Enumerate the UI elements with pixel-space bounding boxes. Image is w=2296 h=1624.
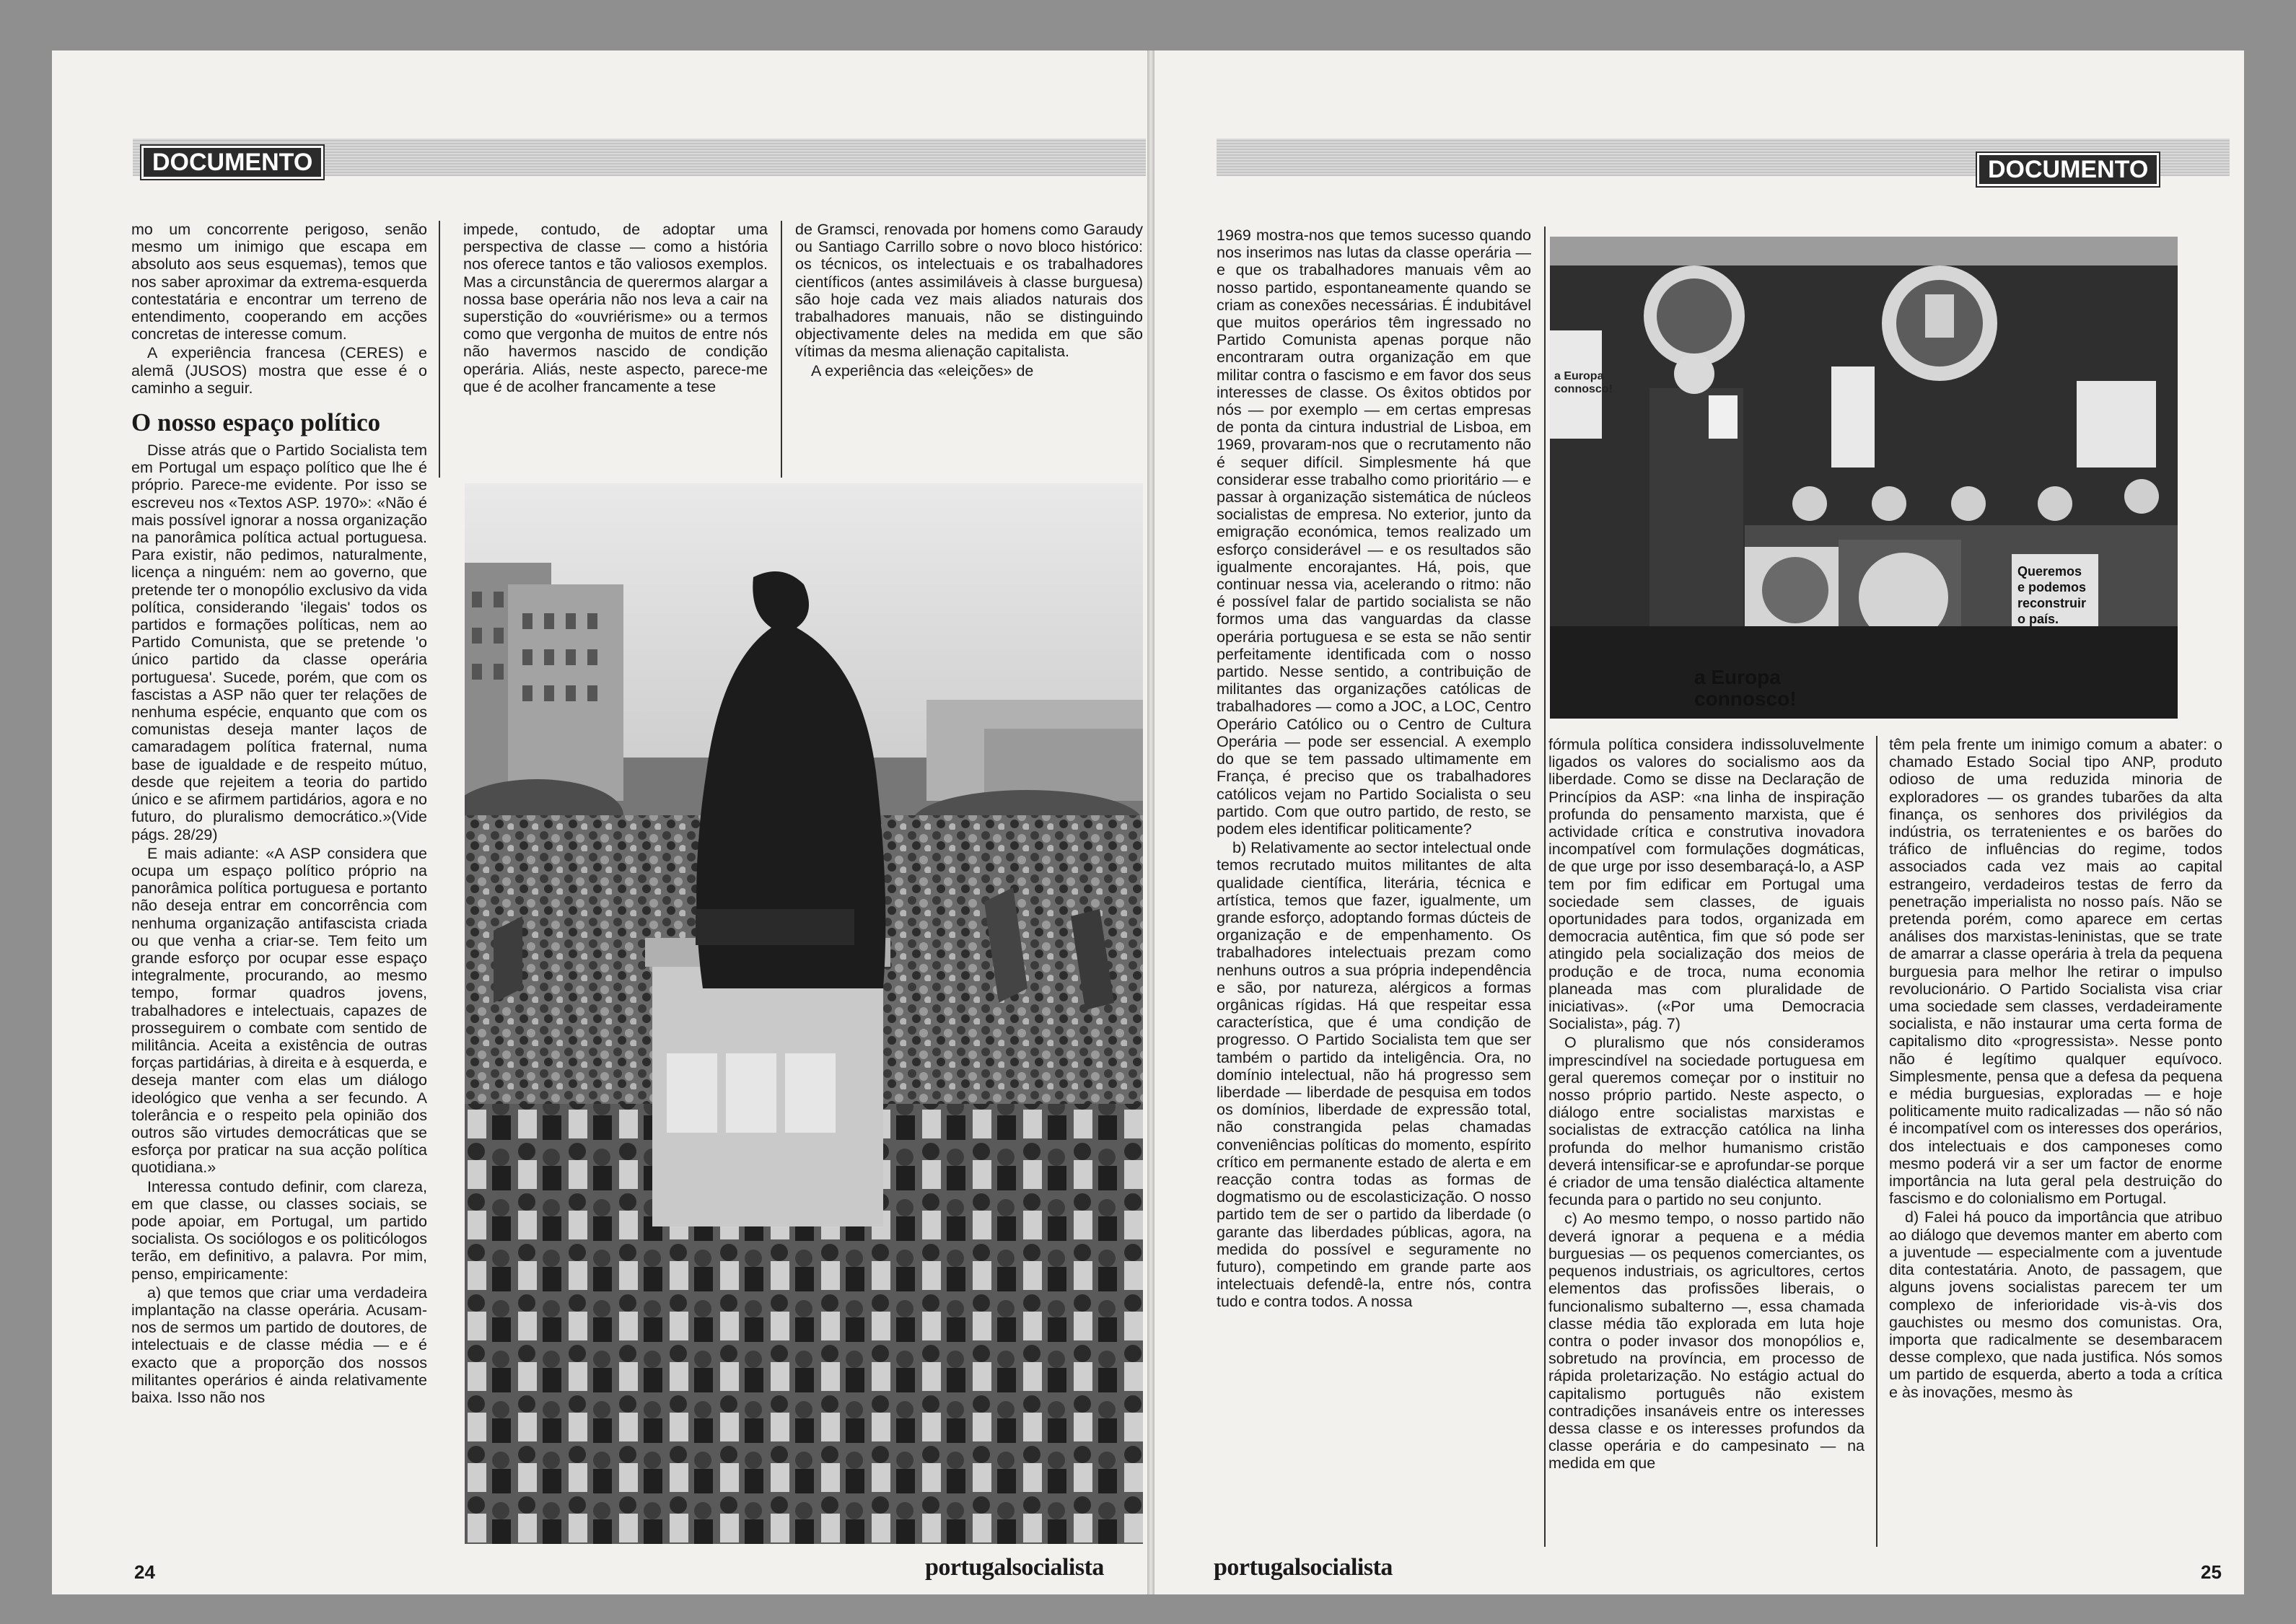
placard-line: e podemos [2017,580,2087,594]
page-gutter [1147,51,1154,1594]
section-label: DOCUMENTO [141,146,323,179]
left-page [52,51,1147,1594]
paragraph: têm pela frente um inimigo comum a abater: o chamado Estado Social tipo ANP, produto odioso de uma reduzida minoria de exploradores — os grandes tubarões da alta finança, os senhores dos privilégios da indústria, os terratenientes e os barões do tráfico de influências do regime, todos associados cada vez mais ao capital estrangeiro, verdadeiros testas de ferro da penetração imperialista no nosso país. Não se pretenda porém, como aparece em certas análises dos marxistas-leninistas, que se trate de amarrar a classe operária à trela da pequena burguesia para melhor lhe retirar o impulso revolucionário. O Partido Socialista visa criar uma sociedade sem classes, verdadeiramente socialista, e não instaurar uma certa forma de capitalismo dito «progressista». Nesse ponto não é legítimo qualquer equívoco. Simplesmente, pensa que a defesa da pequena e média burguesias, exploradas — e hoje politicamente muito radicalizadas — não só não é incompatível com os interesses dos operários, dos intelectuais e dos camponeses como mesmo poderá vir a ser um factor de enorme importância na luta geral pela destruição do fascismo e do colonialismo em Portugal. [1889,736,2222,1208]
paragraph: de Gramsci, renovada por homens como Garaudy ou Santiago Carrillo sobre o novo bloco histórico: os técnicos, os intelectuais e os trabalhadores científicos (antes assimiláveis à classe burguesa) são hoje cada vez mais aliados naturais dos trabalhadores manuais, não se distinguindo objectivamente deles na medida em que são vítimas da mesma alienação capitalista. [795,221,1143,361]
column-rule [1544,227,1546,1547]
europa-placard-text-small: a Europa [1554,370,1604,382]
masthead: portugalsocialista [925,1554,1104,1581]
paragraph: mo um concorrente perigoso, senão mesmo um inimigo que escapa em absoluto aos seus esquemas), temos que nos saber aproximar da extrema-esquerda contestatária e encontrar um terreno de entendimento, cooperando em acções concretas de interesse comum. [131,221,427,343]
page-number: 25 [2201,1561,2222,1583]
photo-illustration [1550,237,2178,719]
paragraph: Interessa contudo definir, com clareza, em que classe, ou classes sociais, se pode apoiar, em Portugal, um partido socialista. Os sociólogos e os politicólogos terão, em definitivo, a palavra. Por mim, penso, empiricamente: [131,1177,427,1283]
left-column-3 [795,221,1143,475]
right-column-1 [1217,227,1531,1547]
masthead: portugalsocialista [1214,1554,1393,1581]
paragraph: a) que temos que criar uma verdadeira implantação na classe operária. Acusam-nos de sermos um partido de doutores, de intelectuais e de classe média — e é exacto que a proporção dos nossos militantes operários é ainda relativamente baixa. Isso não nos [131,1283,427,1406]
meeting-photo [1550,237,2178,719]
paragraph: c) Ao mesmo tempo, o nosso partido não deverá ignorar a pequena e a média burguesias — os pequenos comerciantes, os pequenos industriais, os agricultores, certos elementos das profissões liberais, o funcionalismo subalterno —, essa chamada classe média tão explorada em luta hoje contra o poder invasor dos monopólios e, sobretudo na província, em processo de rápida proletarização. No estágio actual do capitalismo português não existem contradições insanáveis entre os interesses dessa classe e os interesses profundos da classe operária e do campesinato — na medida em que [1548,1210,1865,1472]
paragraph: O pluralismo que nós consideramos imprescindível na sociedade portuguesa em geral queremos começar por o instituir no nosso próprio partido. Neste aspecto, o diálogo entre socialistas marxistas e socialistas de extracção católica na linha profunda do melhor humanismo cristão deverá intensificar-se e aprofundar-se porque é criador de uma tensão dialéctica altamente fecunda para o partido no seu conjunto. [1548,1034,1865,1209]
europa-placard-text-small: connosco! [1554,383,1613,395]
right-page [1154,51,2244,1594]
column-rule [781,221,782,478]
placard-line: Queremos [2017,564,2082,579]
right-column-3 [1889,736,2222,1547]
crowd-statue-photo [465,483,1143,1544]
left-column-2 [463,221,768,475]
left-column-1 [131,221,427,1548]
section-label: DOCUMENTO [1977,153,2159,186]
section-title: O nosso espaço político [131,408,381,437]
europa-placard-text: a Europa [1694,666,1781,688]
paragraph: E mais adiante: «A ASP considera que ocupa um espaço político próprio na panorâmica política portuguesa e portanto não deseja entrar em concorrência com nenhuma organização antifascista criada ou que venha a criar-se. Tem feito um grande esforço por ocupar esse espaço integralmente, procurando, ao mesmo tempo, formar quadros jovens, trabalhadores e intelectuais, capazes de prosseguirem o combate com sentido de militância. Aceita a existência de outras forças partidárias, à direita e à esquerda, e deseja manter com elas um diálogo ideológico que venha a ser fecundo. A tolerância e o respeito pela opinião dos outros são virtudes democráticas que se esforça por praticar na sua acção política quotidiana.» [131,844,427,1177]
placard-line: reconstruir [2017,596,2087,610]
paragraph: b) Relativamente ao sector intelectual onde temos recrutado muitos militantes de alta qualidade científica, literária, técnica e artística, temos que fazer, igualmente, um grande esforço, adoptando formas dúcteis de organização e de empenhamento. Os trabalhadores intelectuais prezam como nenhuns outros a sua própria independência e são, por natureza, alérgicos a formas orgânicas rígidas. Há que respeitar essa característica, que é uma condição de progresso. O Partido Socialista tem que ser também o partido da inteligência. Ora, no domínio intelectual, não há progresso sem liberdade — liberdade de pesquisa em todos os domínios, liberdade de expressão total, não constrangida pelas chamadas conveniências políticas do momento, espírito crítico em permanente estado de alerta e em reacção contra todas as formas de dogmatismo ou de escolasticização. O nosso partido tem de ser o partido da liberdade (o garante das liberdades públicas, agora, na medida do possível e seguramente no futuro), competindo em grande parte aos intelectuais defendê-la, entre nós, contra tudo e contra todos. A nossa [1217,839,1531,1311]
right-column-2 [1548,736,1865,1547]
paragraph: A experiência francesa (CERES) e alemã (JUSOS) mostra que esse é o caminho a seguir. [131,344,427,397]
photo-illustration [465,483,1143,1544]
paragraph: impede, contudo, de adoptar uma perspectiva de classe — como a história nos oferece tantos e tão valiosos exemplos. Mas a circunstância de querermos alargar a nossa base operária não nos leva a cair na superstição do «ouvriérisme» ou a termos como que vergonha de muitos de entre nós não havermos nascido de condição operária. Aliás, neste aspecto, parece-me que é de acolher francamente a tese [463,221,768,395]
paragraph: A experiência das «eleições» de [811,361,1034,379]
placard-line: o país. [2017,612,2059,626]
column-rule [439,221,440,478]
paragraph: d) Falei há pouco da importância que atribuo ao diálogo que devemos manter em aberto com a juventude — especialmente com a juventude dita contestatária. Anoto, de passagem, que alguns jovens socialistas parecem ter um complexo de inferioridade vis-à-vis dos gauchistes ou mesmo dos comunistas. Ora, importa que radicalmente se desembaracem desse complexo, que nada justifica. Nós somos um partido de esquerda, aberto a toda a crítica e às inovações, mesmo às [1889,1208,2222,1401]
paragraph: fórmula política considera indissoluvelmente ligados os valores do socialismo aos da liberdade. Como se disse na Declaração de Princípios da ASP: «na linha de inspiração profunda do pensamento marxista, que é actividade crítica e construtiva inovadora incompatível com formulações dogmáticas, de que urge por isso desembaraçá-lo, a ASP tem por fim edificar em Portugal uma sociedade sem classes, de iguais oportunidades para todos, organizada em democracia autêntica, fim que só pode ser atingido pela socialização dos meios de produção e de troca, numa economia planeada mas com pluralidade de iniciativas». («Por uma Democracia Socialista», pág. 7) [1548,736,1865,1033]
paragraph: 1969 mostra-nos que temos sucesso quando nos inserimos nas lutas da classe operária — e que os trabalhadores manuais vêm ao nosso partido, espontaneamente quando se criam as conexões necessárias. É indubitável que muitos operários têm ingressado no Partido Comunista apenas porque não encontraram outra organização em que militar contra o fascismo e em favor dos seus interesses de classe. Os êxitos obtidos por nós — por exemplo — em certas empresas de ponta da cintura industrial de Lisboa, em 1969, provaram-nos que o recrutamento não é sequer difícil. Simplesmente há que considerar esse trabalho como prioritário — e passar à organização sistemática de núcleos socialistas de empresa. No exterior, junto da emigração económica, temos realizado um esforço considerável — e os resultados são igualmente encorajantes. Há, pois, que continuar nessa via, acelerando o ritmo: não é possível falar de partido socialista se não formos uma das vanguardas da classe operária portuguesa e se esta se não sentir perfeitamente identificada com o nosso partido. Nesse sentido, a contribuição de militantes das organizações católicas de trabalhadores — como a JOC, a LOC, Centro Operário Católico ou o Centro de Cultura Operária — pode ser essencial. A exemplo do que se tem passado ultimamente em França, é preciso que os trabalhadores católicos vejam no Partido Socialista o seu partido. Com que outro partido, de resto, se podem eles identificar politicamente? [1217,227,1531,838]
column-rule [1876,736,1877,1547]
europa-placard-text: connosco! [1694,688,1797,710]
paragraph: Disse atrás que o Partido Socialista tem em Portugal um espaço político que lhe é próprio. Parece-me evidente. Por isso se escreveu nos «Textos ASP. 1970»: «Não é mais possível ignorar a nossa organização na panorâmica política actual portuguesa. Para existir, não pedimos, naturalmente, licença a ninguém: nem ao governo, que pretende ter o monopólio exclusivo da vida política, considerando 'ilegais' todos os partidos e formações políticas, nem ao Partido Comunista, que se pretende 'o único partido da classe operária portuguesa'. Sucede, porém, que com os fascistas a ASP não quer ter relações de nenhuma espécie, enquanto que com os comunistas deseja manter laços de camaradagem política fraternal, numa base de igualdade e de respeito mútuo, desde que rejeitem a teoria do partido único e se afirmem partidários, agora e no futuro, do pluralismo democrático.»(Vide págs. 28/29) [131,442,427,843]
page-number: 24 [134,1561,155,1583]
